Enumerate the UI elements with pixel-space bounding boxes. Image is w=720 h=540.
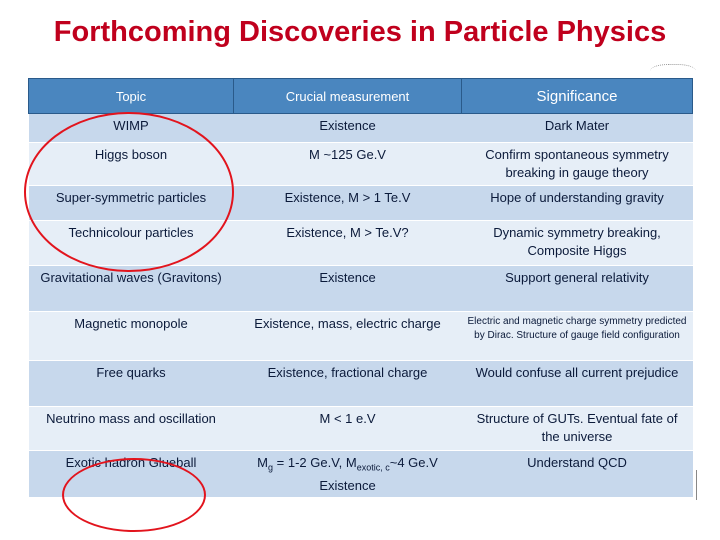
significance-cell: Dynamic symmetry breaking, Composite Higgs xyxy=(462,221,693,266)
topic-cell: Magnetic monopole xyxy=(29,312,234,361)
measurement-cell: Existence xyxy=(234,266,462,312)
table-header-row xyxy=(29,79,693,114)
logo-mark-side xyxy=(696,470,709,500)
table-row xyxy=(29,221,693,266)
significance-cell: Hope of understanding gravity xyxy=(462,186,693,221)
table-row xyxy=(29,266,693,312)
measurement-cell: Existence, M > 1 Te.V xyxy=(234,186,462,221)
topic-cell: Neutrino mass and oscillation xyxy=(29,407,234,451)
table-row xyxy=(29,312,693,361)
significance-cell: Structure of GUTs. Eventual fate of the universe xyxy=(462,407,693,451)
slide-title: Forthcoming Discoveries in Particle Physics xyxy=(53,16,667,48)
table-row xyxy=(29,361,693,407)
measurement-cell: M < 1 e.V xyxy=(234,407,462,451)
header-measurement: Crucial measurement xyxy=(234,79,462,114)
topic-cell: Gravitational waves (Gravitons) xyxy=(29,266,234,312)
topic-cell: Higgs boson xyxy=(29,143,234,186)
header-topic: Topic xyxy=(29,79,234,114)
table-row xyxy=(29,407,693,451)
topic-cell: Free quarks xyxy=(29,361,234,407)
topic-cell: Technicolour particles xyxy=(29,221,234,266)
significance-cell: Understand QCD xyxy=(462,451,693,497)
significance-cell: Confirm spontaneous symmetry breaking in gauge theory xyxy=(462,143,693,186)
significance-cell: Would confuse all current prejudice xyxy=(462,361,693,407)
topic-cell: Super-symmetric particles xyxy=(29,186,234,221)
table-row xyxy=(29,143,693,186)
topic-cell: WIMP xyxy=(29,114,234,143)
header-significance: Significance xyxy=(462,79,693,114)
discoveries-table xyxy=(28,78,693,497)
table-row xyxy=(29,451,693,497)
measurement-cell: Existence, fractional charge xyxy=(234,361,462,407)
measurement-cell: Existence, mass, electric charge xyxy=(234,312,462,361)
table-row xyxy=(29,186,693,221)
measurement-cell: Existence, M > Te.V? xyxy=(234,221,462,266)
measurement-cell: M ~125 Ge.V xyxy=(234,143,462,186)
logo-mark-top xyxy=(650,64,696,81)
significance-cell: Dark Mater xyxy=(462,114,693,143)
table-row xyxy=(29,114,693,143)
measurement-cell: $M_g = 1-2$ Ge.V, $M_{exotic, c}\sim 4$ Ge.V Existence xyxy=(234,451,462,497)
significance-cell: Electric and magnetic charge symmetry predicted by Dirac. Structure of gauge field configuration xyxy=(462,312,693,361)
measurement-cell: Existence xyxy=(234,114,462,143)
significance-cell: Support general relativity xyxy=(462,266,693,312)
topic-cell: Exotic hadron Glueball xyxy=(29,451,234,497)
